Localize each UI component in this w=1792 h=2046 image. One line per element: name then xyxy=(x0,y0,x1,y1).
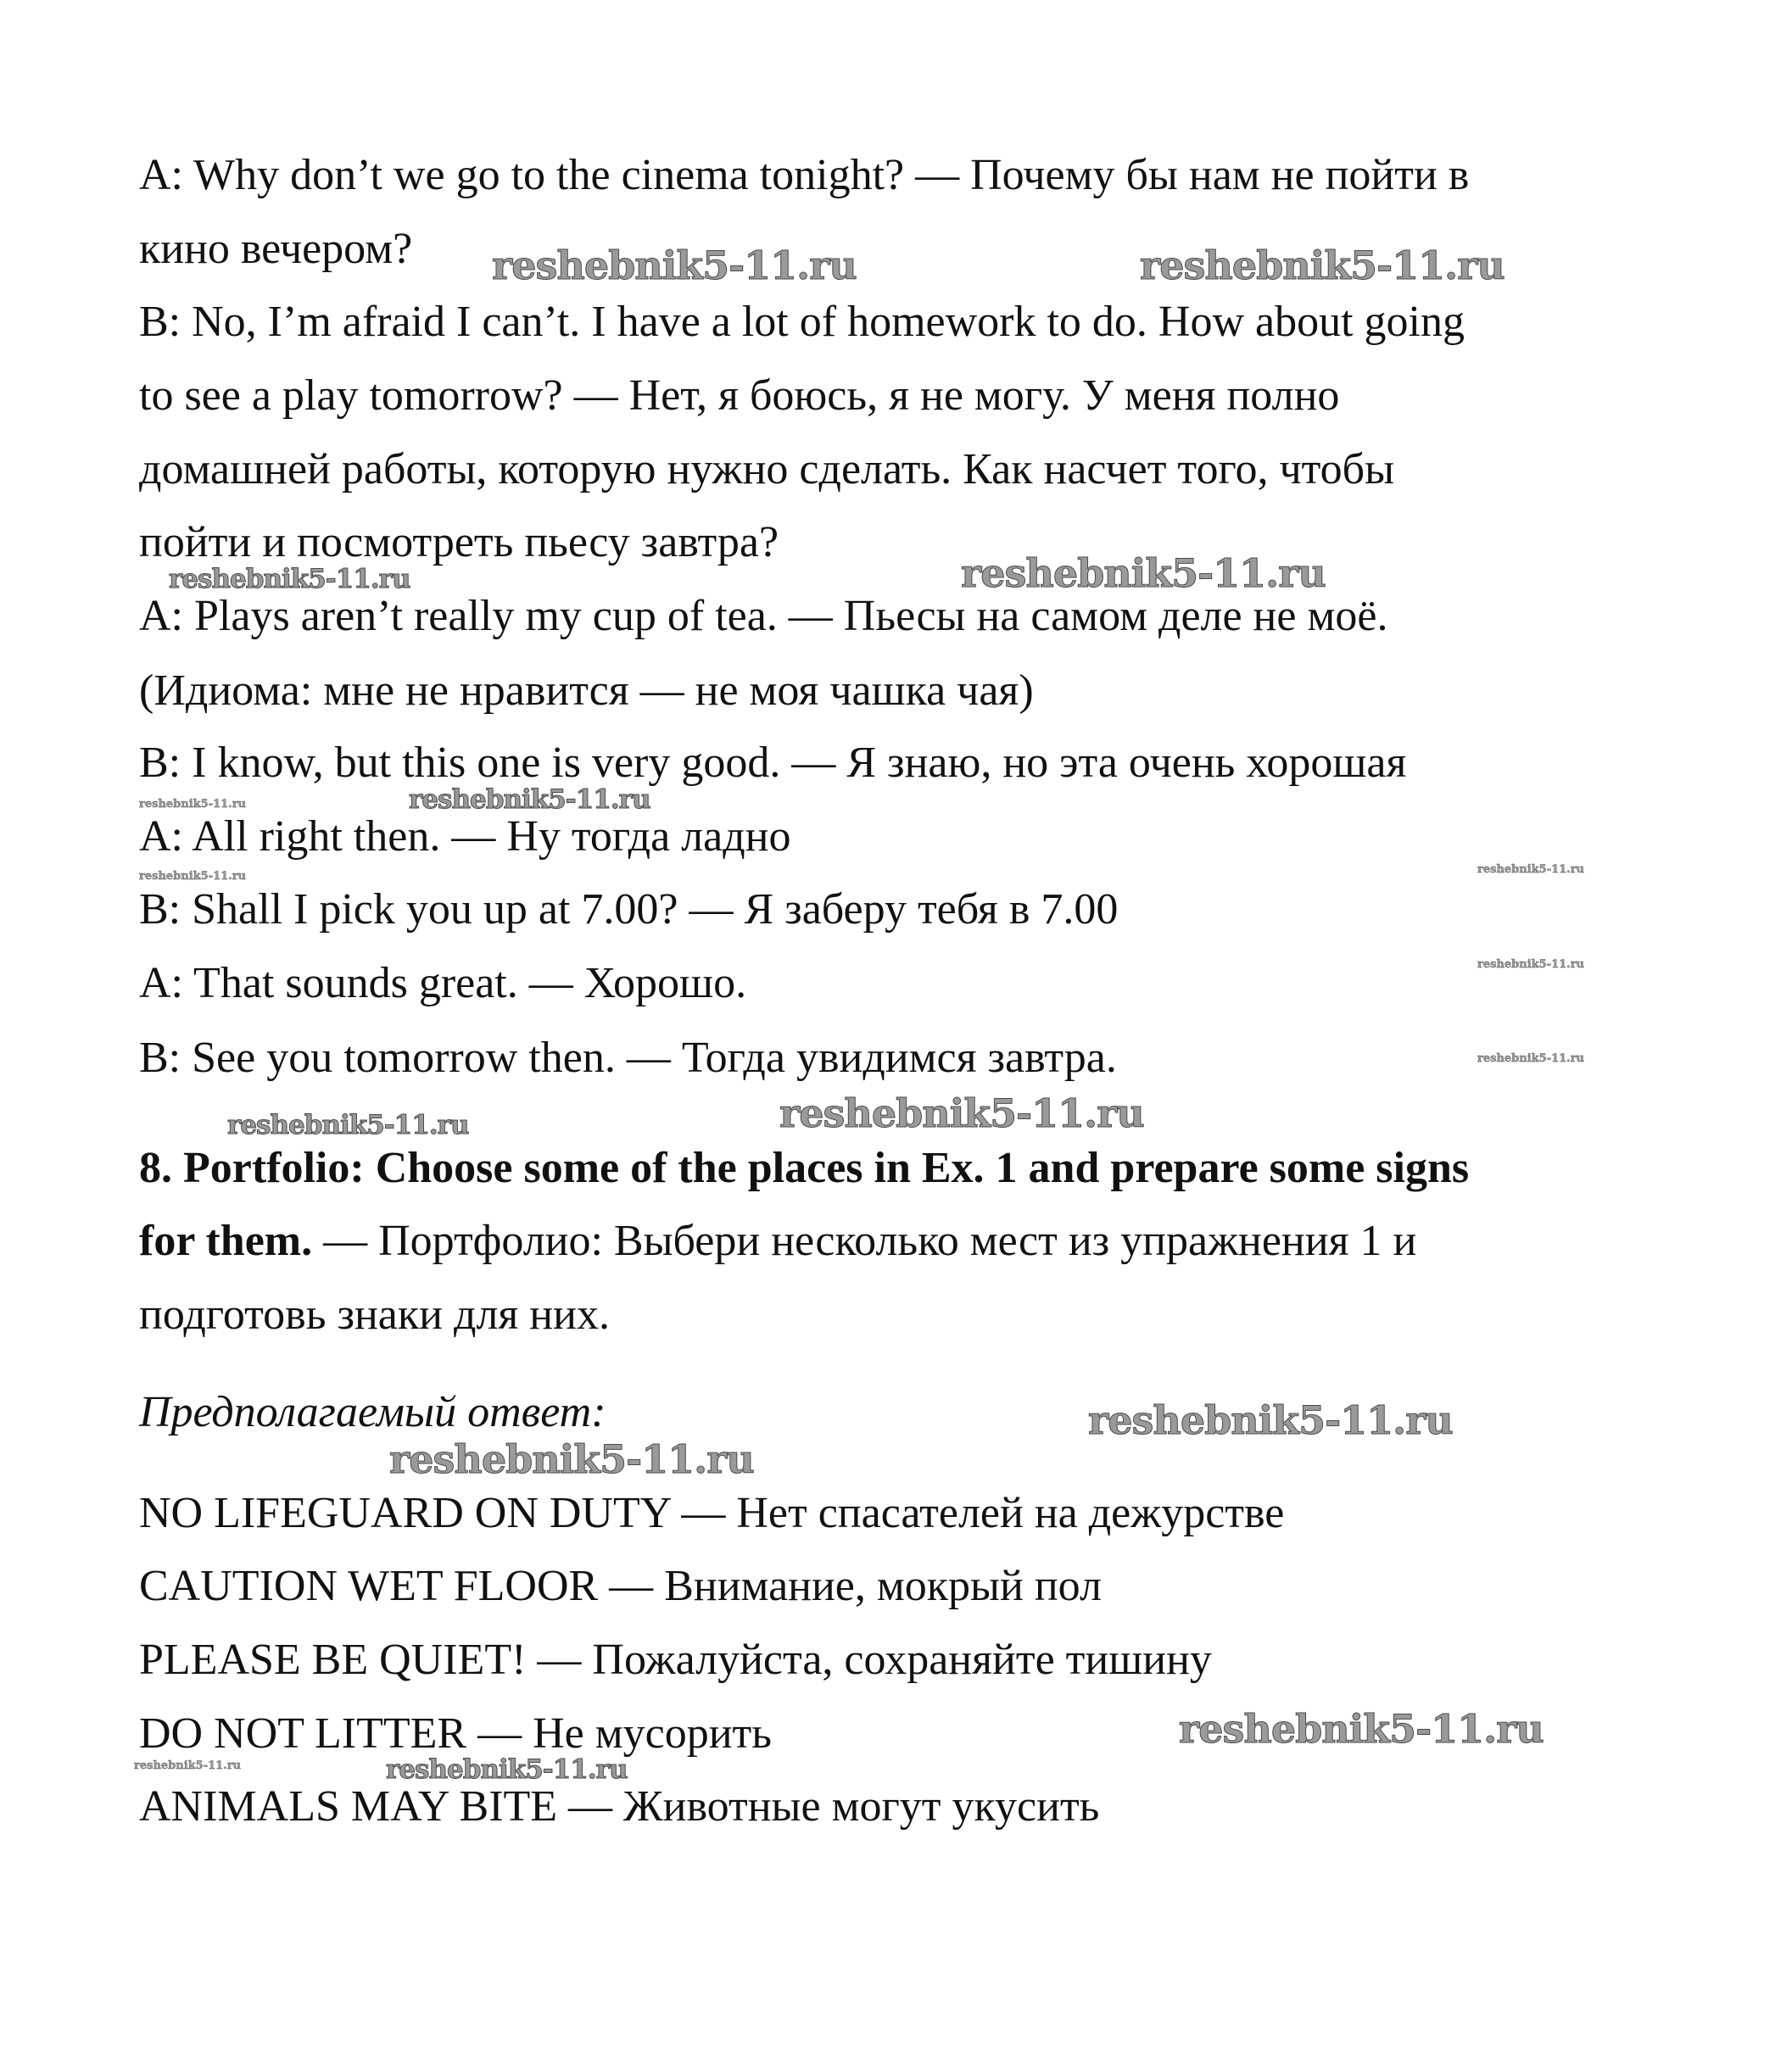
dialogue-line: A: Why don’t we go to the cinema tonight? — Почему бы нам не пойти в xyxy=(139,151,1470,199)
task-translation: — Портфолио: Выбери несколько мест из упражнения 1 и xyxy=(312,1217,1417,1265)
watermark: reshebnik5-11.ru xyxy=(1477,958,1585,971)
watermark: reshebnik5-11.ru xyxy=(1140,243,1504,288)
dialogue-line: A: All right then. — Ну тогда ладно xyxy=(139,812,791,861)
dialogue-line: to see a play tomorrow? — Нет, я боюсь, я не могу. У меня полно xyxy=(139,371,1340,420)
watermark: reshebnik5-11.ru xyxy=(139,798,247,811)
watermark: reshebnik5-11.ru xyxy=(386,1754,628,1785)
watermark: reshebnik5-11.ru xyxy=(1088,1397,1453,1443)
sign-item: ANIMALS MAY BITE — Животные могут укусить xyxy=(139,1782,1100,1831)
watermark: reshebnik5-11.ru xyxy=(389,1436,754,1482)
watermark: reshebnik5-11.ru xyxy=(227,1110,469,1140)
sign-item: CAUTION WET FLOOR — Внимание, мокрый пол xyxy=(139,1562,1102,1610)
dialogue-line: кино вечером? xyxy=(139,225,413,273)
dialogue-line: B: I know, but this one is very good. — Я знаю, но эта очень хорошая xyxy=(139,739,1407,787)
task-heading-bold: 8. Portfolio: Choose some of the places in Ex. 1 and prepare some signs xyxy=(139,1144,1470,1192)
dialogue-line: A: That sounds great. — Хорошо. xyxy=(139,959,747,1007)
watermark: reshebnik5-11.ru xyxy=(1477,1052,1585,1065)
task-line: подготовь знаки для них. xyxy=(139,1291,610,1339)
answer-label: Предполагаемый ответ: xyxy=(139,1388,606,1436)
watermark: reshebnik5-11.ru xyxy=(492,243,857,288)
watermark: reshebnik5-11.ru xyxy=(961,550,1326,596)
task-heading-bold: for them. xyxy=(139,1217,313,1265)
dialogue-line: B: No, I’m afraid I can’t. I have a lot of homework to do. How about going xyxy=(139,298,1465,346)
watermark: reshebnik5-11.ru xyxy=(779,1090,1144,1136)
watermark: reshebnik5-11.ru xyxy=(139,870,247,883)
task-line xyxy=(139,1219,1416,1263)
dialogue-line: домашней работы, которую нужно сделать. Как насчет того, чтобы xyxy=(139,445,1395,493)
dialogue-line: (Идиома: мне не нравится — не моя чашка чая) xyxy=(139,666,1034,715)
sign-item: PLEASE BE QUIET! — Пожалуйста, сохраняйте тишину xyxy=(139,1636,1212,1684)
watermark: reshebnik5-11.ru xyxy=(1477,863,1585,876)
watermark: reshebnik5-11.ru xyxy=(409,784,650,815)
task-heading xyxy=(139,1146,1469,1190)
watermark: reshebnik5-11.ru xyxy=(134,1759,242,1772)
sign-item: DO NOT LITTER — Не мусорить xyxy=(139,1709,772,1758)
watermark: reshebnik5-11.ru xyxy=(1179,1706,1544,1752)
watermark: reshebnik5-11.ru xyxy=(169,564,410,594)
dialogue-line: A: Plays aren’t really my cup of tea. — Пьесы на самом деле не моё. xyxy=(139,592,1388,640)
sign-item: NO LIFEGUARD ON DUTY — Нет спасателей на дежурстве xyxy=(139,1489,1285,1537)
dialogue-line: B: See you tomorrow then. — Тогда увидимся завтра. xyxy=(139,1034,1117,1082)
dialogue-line: пойти и посмотреть пьесу завтра? xyxy=(139,518,779,566)
dialogue-line: B: Shall I pick you up at 7.00? — Я заберу тебя в 7.00 xyxy=(139,885,1119,934)
